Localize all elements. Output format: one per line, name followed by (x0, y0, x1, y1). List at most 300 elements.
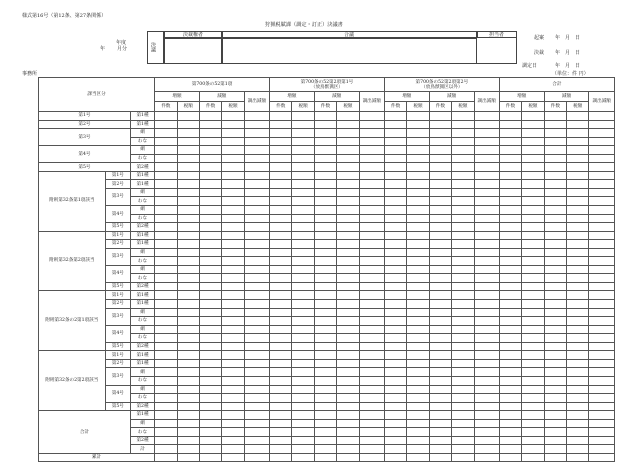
data-cell (199, 146, 221, 155)
data-cell (199, 445, 221, 454)
data-cell (314, 334, 336, 343)
year-prefix: 年 (100, 46, 106, 52)
data-cell (407, 385, 429, 394)
data-cell (499, 317, 521, 326)
count-header: 件数 (544, 102, 566, 112)
data-cell (222, 180, 244, 189)
data-cell (589, 240, 615, 249)
data-cell (474, 291, 499, 300)
data-cell (407, 206, 429, 215)
data-cell (522, 154, 544, 163)
data-cell (522, 436, 544, 445)
decision-officer-label: 決裁権者 (183, 31, 204, 38)
data-cell (589, 453, 615, 462)
data-cell (499, 359, 521, 368)
data-cell (359, 163, 384, 172)
data-cell (567, 300, 589, 309)
data-cell (407, 137, 429, 146)
data-cell (222, 291, 244, 300)
table-row (39, 351, 615, 360)
data-cell (292, 325, 314, 334)
tax-table (38, 77, 615, 462)
data-cell (384, 291, 406, 300)
data-cell (499, 368, 521, 377)
data-cell (314, 411, 336, 420)
data-cell (522, 411, 544, 420)
data-cell (337, 317, 359, 326)
data-cell (384, 300, 406, 309)
row-label: 第4号 (39, 146, 131, 163)
data-cell (244, 206, 269, 215)
data-cell (314, 240, 336, 249)
data-cell (314, 351, 336, 360)
data-cell (359, 206, 384, 215)
sub-row-label: 第5号 (105, 402, 130, 411)
data-cell (359, 214, 384, 223)
data-cell (359, 445, 384, 454)
data-cell (314, 402, 336, 411)
data-cell (314, 308, 336, 317)
data-cell (199, 129, 221, 138)
data-cell (222, 197, 244, 206)
data-cell (589, 359, 615, 368)
data-cell (359, 291, 384, 300)
data-cell (155, 214, 177, 223)
sub-row-label: 第3号 (105, 188, 130, 205)
data-cell (407, 197, 429, 206)
table-row (39, 402, 615, 411)
data-cell (384, 325, 406, 334)
data-cell (544, 129, 566, 138)
data-cell (337, 394, 359, 403)
data-cell (199, 317, 221, 326)
data-cell (337, 248, 359, 257)
data-cell (292, 385, 314, 394)
kind-label: 第1種 (130, 171, 154, 180)
data-cell (567, 376, 589, 385)
data-cell (384, 223, 406, 232)
data-cell (567, 419, 589, 428)
data-cell (244, 334, 269, 343)
data-cell (222, 265, 244, 274)
data-cell (407, 214, 429, 223)
data-cell (337, 453, 359, 462)
data-cell (407, 129, 429, 138)
data-cell (222, 402, 244, 411)
draft-date-value: 年 月 日 (555, 35, 581, 41)
kind-label: 網 (130, 265, 154, 274)
data-cell (474, 231, 499, 240)
data-cell (337, 112, 359, 121)
kind-label: 計 (130, 445, 154, 454)
data-cell (222, 112, 244, 121)
data-cell (270, 214, 292, 223)
data-cell (270, 146, 292, 155)
data-cell (452, 214, 474, 223)
data-cell (589, 402, 615, 411)
kind-label: 第1種 (130, 291, 154, 300)
kind-label: 網 (130, 146, 154, 155)
data-cell (155, 231, 177, 240)
data-cell (567, 248, 589, 257)
data-cell (474, 197, 499, 206)
data-cell (452, 291, 474, 300)
table-row (39, 300, 615, 309)
data-cell (407, 445, 429, 454)
sub-row-label: 第5号 (105, 223, 130, 232)
data-cell (199, 308, 221, 317)
data-cell (292, 223, 314, 232)
data-cell (474, 317, 499, 326)
data-cell (222, 248, 244, 257)
data-cell (177, 146, 199, 155)
data-cell (589, 445, 615, 454)
data-cell (407, 359, 429, 368)
kind-label: 第1種 (130, 359, 154, 368)
data-cell (292, 445, 314, 454)
data-cell (314, 368, 336, 377)
data-cell (337, 154, 359, 163)
data-cell (270, 291, 292, 300)
data-cell (244, 351, 269, 360)
data-cell (359, 334, 384, 343)
data-cell (544, 146, 566, 155)
data-cell (522, 402, 544, 411)
data-cell (270, 368, 292, 377)
data-cell (177, 291, 199, 300)
kind-label: 網 (130, 419, 154, 428)
data-cell (429, 428, 451, 437)
data-cell (155, 351, 177, 360)
consultation-label: 合議 (344, 31, 355, 38)
data-cell (222, 146, 244, 155)
office-label: 事務所 (22, 71, 38, 77)
data-cell (429, 394, 451, 403)
data-cell (292, 282, 314, 291)
data-cell (452, 402, 474, 411)
data-cell (589, 137, 615, 146)
data-cell (522, 376, 544, 385)
data-cell (499, 453, 521, 462)
data-cell (199, 359, 221, 368)
data-cell (567, 385, 589, 394)
data-cell (452, 368, 474, 377)
data-cell (429, 223, 451, 232)
decrease-header: 減額 (199, 92, 244, 102)
data-cell (337, 206, 359, 215)
data-cell (222, 445, 244, 454)
data-cell (567, 112, 589, 121)
data-cell (199, 419, 221, 428)
data-cell (384, 368, 406, 377)
data-cell (244, 223, 269, 232)
data-cell (474, 411, 499, 420)
sub-row-label: 第2号 (105, 359, 130, 368)
data-cell (359, 120, 384, 129)
data-cell (314, 300, 336, 309)
data-cell (337, 436, 359, 445)
data-cell (177, 325, 199, 334)
data-cell (499, 325, 521, 334)
data-cell (429, 300, 451, 309)
data-cell (544, 445, 566, 454)
data-cell (222, 308, 244, 317)
data-cell (177, 197, 199, 206)
data-cell (474, 137, 499, 146)
data-cell (474, 180, 499, 189)
data-cell (452, 274, 474, 283)
data-cell (337, 274, 359, 283)
data-cell (407, 248, 429, 257)
data-cell (429, 265, 451, 274)
data-cell (359, 274, 384, 283)
data-cell (452, 163, 474, 172)
data-cell (429, 376, 451, 385)
sub-row-label: 第5号 (105, 342, 130, 351)
data-cell (222, 257, 244, 266)
data-cell (474, 376, 499, 385)
person-in-charge-label: 担当者 (489, 31, 505, 38)
data-cell (544, 385, 566, 394)
data-cell (270, 428, 292, 437)
data-cell (292, 163, 314, 172)
data-cell (522, 206, 544, 215)
data-cell (244, 129, 269, 138)
data-cell (270, 223, 292, 232)
fiscal-year-label: 年度 (116, 40, 127, 46)
data-cell (270, 206, 292, 215)
data-cell (499, 163, 521, 172)
data-cell (155, 453, 177, 462)
data-cell (522, 180, 544, 189)
data-cell (499, 274, 521, 283)
data-cell (155, 419, 177, 428)
data-cell (567, 325, 589, 334)
data-cell (407, 291, 429, 300)
data-cell (407, 342, 429, 351)
data-cell (244, 325, 269, 334)
data-cell (177, 223, 199, 232)
data-cell (337, 231, 359, 240)
data-cell (270, 248, 292, 257)
data-cell (155, 240, 177, 249)
table-row (39, 188, 615, 197)
data-cell (474, 282, 499, 291)
data-cell (337, 368, 359, 377)
data-cell (567, 351, 589, 360)
data-cell (292, 342, 314, 351)
data-cell (222, 436, 244, 445)
data-cell (199, 257, 221, 266)
data-cell (292, 265, 314, 274)
data-cell (499, 351, 521, 360)
data-cell (452, 248, 474, 257)
data-cell (522, 120, 544, 129)
row-label: 第2号 (39, 120, 131, 129)
data-cell (199, 300, 221, 309)
data-cell (244, 257, 269, 266)
data-cell (270, 402, 292, 411)
data-cell (499, 385, 521, 394)
data-cell (270, 300, 292, 309)
unit-label: （単位：件 円） (552, 71, 589, 77)
data-cell (407, 265, 429, 274)
data-cell (244, 359, 269, 368)
data-cell (270, 120, 292, 129)
data-cell (452, 445, 474, 454)
data-cell (292, 368, 314, 377)
count-header: 件数 (429, 102, 451, 112)
data-cell (155, 291, 177, 300)
data-cell (384, 342, 406, 351)
decision-vertical-label: 決議 (150, 42, 156, 52)
data-cell (522, 317, 544, 326)
data-cell (177, 171, 199, 180)
data-cell (429, 385, 451, 394)
data-cell (452, 240, 474, 249)
data-cell (522, 334, 544, 343)
data-cell (155, 112, 177, 121)
data-cell (589, 300, 615, 309)
data-cell (384, 214, 406, 223)
data-cell (499, 334, 521, 343)
data-cell (314, 112, 336, 121)
data-cell (499, 137, 521, 146)
data-cell (589, 376, 615, 385)
data-cell (522, 282, 544, 291)
data-cell (155, 282, 177, 291)
data-cell (452, 223, 474, 232)
data-cell (337, 325, 359, 334)
data-cell (199, 394, 221, 403)
group-title: 第700条の52第2項第1号 (300, 79, 354, 85)
data-cell (155, 411, 177, 420)
sub-row-label: 第5号 (105, 282, 130, 291)
data-cell (567, 206, 589, 215)
data-cell (292, 411, 314, 420)
data-cell (155, 342, 177, 351)
data-cell (429, 411, 451, 420)
data-cell (429, 436, 451, 445)
data-cell (567, 334, 589, 343)
adjust-decrease-header: 調出減額 (474, 92, 499, 112)
data-cell (337, 445, 359, 454)
data-cell (522, 197, 544, 206)
data-cell (359, 428, 384, 437)
data-cell (522, 240, 544, 249)
kind-label: 第1種 (130, 351, 154, 360)
sub-row-label: 第4号 (105, 206, 130, 223)
data-cell (429, 291, 451, 300)
kind-label: 第2種 (130, 342, 154, 351)
data-cell (177, 240, 199, 249)
data-cell (292, 274, 314, 283)
data-cell (589, 368, 615, 377)
data-cell (567, 180, 589, 189)
data-cell (474, 394, 499, 403)
data-cell (222, 171, 244, 180)
data-cell (589, 334, 615, 343)
data-cell (292, 171, 314, 180)
data-cell (359, 394, 384, 403)
data-cell (270, 445, 292, 454)
data-cell (244, 274, 269, 283)
data-cell (567, 274, 589, 283)
data-cell (199, 180, 221, 189)
data-cell (589, 394, 615, 403)
data-cell (359, 112, 384, 121)
data-cell (429, 317, 451, 326)
row-label: 第5号 (39, 163, 131, 172)
data-cell (292, 376, 314, 385)
data-cell (384, 419, 406, 428)
data-cell (452, 137, 474, 146)
data-cell (222, 368, 244, 377)
data-cell (452, 453, 474, 462)
data-cell (199, 282, 221, 291)
data-cell (474, 334, 499, 343)
data-cell (384, 188, 406, 197)
data-cell (314, 231, 336, 240)
data-cell (567, 120, 589, 129)
data-cell (270, 394, 292, 403)
data-cell (199, 223, 221, 232)
data-cell (522, 385, 544, 394)
tax-header: 税額 (222, 102, 244, 112)
data-cell (522, 171, 544, 180)
data-cell (292, 308, 314, 317)
data-cell (589, 342, 615, 351)
data-cell (222, 394, 244, 403)
decision-officer-cell (164, 38, 222, 64)
data-cell (452, 154, 474, 163)
table-row (39, 385, 615, 394)
count-header: 件数 (384, 102, 406, 112)
data-cell (314, 342, 336, 351)
document-title: 狩猟税賦課（調定・訂正）決議書 (265, 22, 343, 28)
data-cell (244, 197, 269, 206)
draft-date-label: 起案 (534, 35, 545, 41)
data-cell (244, 282, 269, 291)
data-cell (407, 300, 429, 309)
data-cell (314, 436, 336, 445)
data-cell (384, 436, 406, 445)
data-cell (199, 368, 221, 377)
data-cell (474, 188, 499, 197)
data-cell (244, 436, 269, 445)
data-cell (337, 282, 359, 291)
data-cell (359, 137, 384, 146)
data-cell (199, 411, 221, 420)
group-title: 第700条の52第2項第2号 (415, 79, 469, 85)
data-cell (270, 154, 292, 163)
data-cell (429, 120, 451, 129)
data-cell (222, 188, 244, 197)
data-cell (292, 436, 314, 445)
data-cell (177, 120, 199, 129)
data-cell (359, 248, 384, 257)
data-cell (314, 180, 336, 189)
data-cell (177, 376, 199, 385)
data-cell (544, 368, 566, 377)
section-label: 附則第32条第1項該当 (39, 171, 106, 231)
data-cell (429, 274, 451, 283)
table-row (39, 78, 615, 92)
data-cell (177, 154, 199, 163)
data-cell (177, 428, 199, 437)
data-cell (177, 419, 199, 428)
data-cell (589, 171, 615, 180)
